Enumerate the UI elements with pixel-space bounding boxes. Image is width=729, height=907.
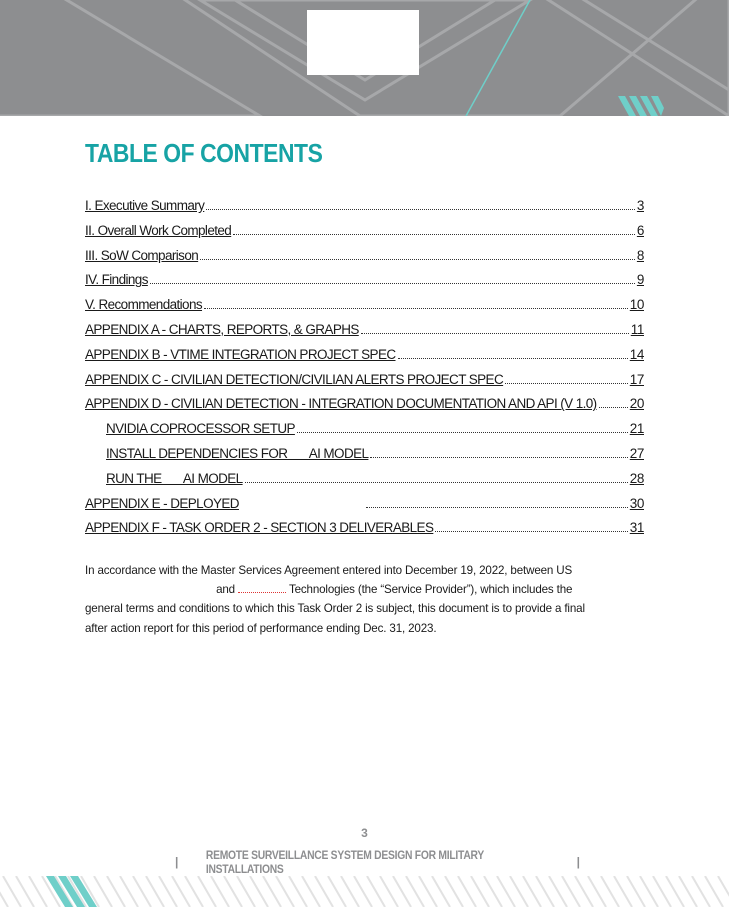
toc-entry-appendix-d[interactable] <box>85 396 644 421</box>
toc-leader-dots <box>505 382 628 384</box>
intro-line-2b: Technologies (the “Service Provider”), which includes the <box>288 583 573 597</box>
footer-stripe-band <box>0 876 729 907</box>
toc-leader-dots <box>366 506 628 508</box>
toc-entry-page: 11 <box>630 321 644 337</box>
toc-entry-label: APPENDIX F - TASK ORDER 2 - SECTION 3 DELIVERABLES <box>85 520 434 536</box>
toc-entry-label: IV. Findings <box>85 272 148 288</box>
toc-entry-install-dependencies[interactable] <box>85 446 644 471</box>
toc-entry-label: RUN THE AI MODEL <box>106 470 243 486</box>
toc-entry-sow-comparison[interactable] <box>85 248 644 273</box>
intro-line-2a: and <box>216 583 235 597</box>
toc-entry-appendix-f[interactable] <box>85 520 644 545</box>
toc-entry-appendix-c[interactable] <box>85 372 644 397</box>
toc-leader-dots <box>200 258 635 260</box>
toc-entry-label: APPENDIX B - VTIME INTEGRATION PROJECT SPEC <box>85 346 396 362</box>
toc-entry-page: 21 <box>629 421 644 437</box>
toc-entry-page: 28 <box>629 470 644 486</box>
toc-entry-page: 14 <box>629 346 644 362</box>
toc-entry-label: V. Recommendations <box>85 297 203 313</box>
toc-entry-recommendations[interactable] <box>85 297 644 322</box>
toc-leader-dots <box>206 208 635 210</box>
intro-line-3: general terms and conditions to which this Task Order 2 is subject, this document is to provide a final <box>85 602 585 616</box>
toc-entry-appendix-a[interactable] <box>85 322 644 347</box>
toc-entry-page: 27 <box>629 445 644 461</box>
toc-leader-dots <box>204 307 628 309</box>
toc-entry-label: III. SoW Comparison <box>85 247 199 263</box>
toc-entry-page: 9 <box>636 272 644 288</box>
toc-leader-dots <box>398 357 628 359</box>
toc-leader-dots <box>245 481 628 483</box>
toc-entry-label: APPENDIX E - DEPLOYED <box>85 495 239 511</box>
footer-separator-right: | <box>576 855 580 869</box>
intro-line-1: In accordance with the Master Services Agreement entered into December 19, 2022, between US <box>85 564 573 577</box>
toc-entry-run-ai-model[interactable] <box>85 471 644 496</box>
intro-paragraph <box>85 561 645 638</box>
page-number: 3 <box>361 826 368 840</box>
toc-entry-page: 31 <box>629 520 644 536</box>
toc-entry-label: NVIDIA COPROCESSOR SETUP <box>106 421 295 437</box>
intro-line-4: after action report for this period of performance ending Dec. 31, 2023. <box>85 621 437 635</box>
toc-entry-label: I. Executive Summary <box>85 198 205 213</box>
footer <box>175 848 580 876</box>
footer-separator-left: | <box>175 855 179 869</box>
footer-stripe-pattern <box>0 876 729 907</box>
toc-entry-label: APPENDIX A - CHARTS, REPORTS, & GRAPHS <box>85 321 359 337</box>
toc-entry-label: APPENDIX D - CIVILIAN DETECTION - INTEGRATION DOCUMENTATION AND API (V 1.0) <box>85 396 597 412</box>
toc-entry-executive-summary[interactable] <box>85 198 644 223</box>
toc-entry-label: APPENDIX C - CIVILIAN DETECTION/CIVILIAN ALERTS PROJECT SPEC <box>85 371 504 387</box>
toc-leader-dots <box>361 332 629 334</box>
toc-entry-findings[interactable] <box>85 272 644 297</box>
toc-leader-dots <box>297 431 628 433</box>
toc-entry-nvidia-coprocessor-setup[interactable] <box>85 421 644 446</box>
toc-entry-page: 8 <box>636 247 644 263</box>
toc-leader-dots <box>599 406 628 408</box>
toc-entry-label: INSTALL DEPENDENCIES FOR AI MODEL <box>106 445 369 461</box>
toc-leader-dots <box>435 530 627 532</box>
toc-entry-appendix-b[interactable] <box>85 347 644 372</box>
toc-entry-page: 3 <box>636 198 644 213</box>
toc-leader-dots <box>370 456 627 458</box>
toc-entry-page: 10 <box>629 297 644 313</box>
header-banner <box>0 0 729 116</box>
toc-entry-page: 30 <box>629 495 644 511</box>
toc-leader-dots <box>233 233 635 235</box>
redacted-name-marker <box>238 580 286 593</box>
toc-leader-dots <box>150 282 635 284</box>
toc-entry-overall-work-completed[interactable] <box>85 223 644 248</box>
footer-title: REMOTE SURVEILLANCE SYSTEM DESIGN FOR MILITARY INSTALLATIONS <box>206 848 485 876</box>
toc-entry-label: II. Overall Work Completed <box>85 222 232 238</box>
toc-entry-page: 20 <box>629 396 644 412</box>
page-title: TABLE OF CONTENTS <box>85 138 323 168</box>
table-of-contents <box>85 198 644 545</box>
toc-entry-page: 17 <box>629 371 644 387</box>
logo-placeholder <box>307 10 419 75</box>
toc-entry-page: 6 <box>636 222 644 238</box>
toc-entry-appendix-e[interactable] <box>85 496 644 521</box>
